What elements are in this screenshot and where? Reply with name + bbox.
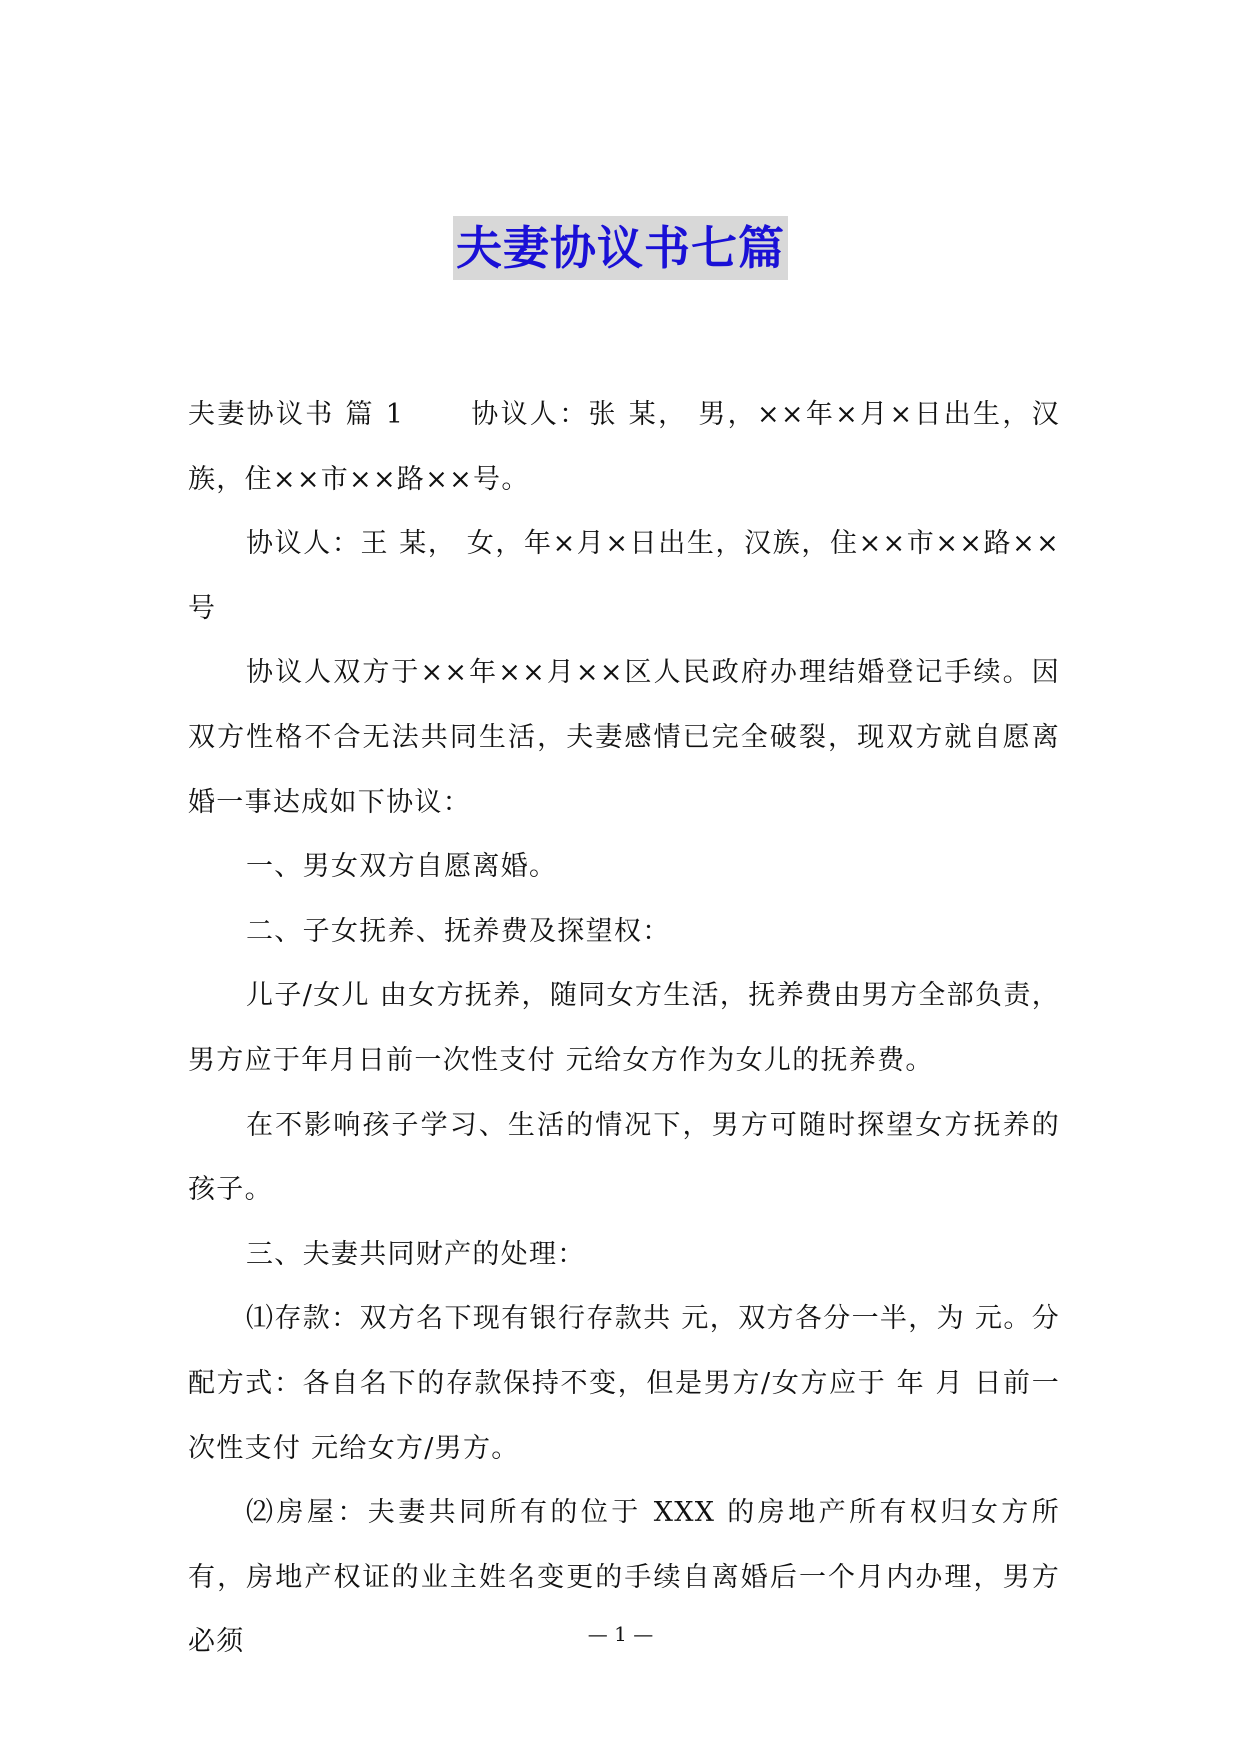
paragraph: 一、男女双方自愿离婚。 [246,851,558,883]
paragraph: ⑵房屋：夫妻共同所有的位于 XXX 的房地产所有权归女方所有，房地产权证的业主姓名变更的手续自离婚后一个月内办理，男方必须 [188,1497,1060,1658]
paragraph: 协议人：王 某， 女，年×月×日出生，汉族，住××市××路××号 [188,528,1060,624]
paragraph: 儿子/女儿 由女方抚养，随同女方生活，抚养费由男方全部负责，男方应于年月日前一次性支付 元给女方作为女儿的抚养费。 [188,980,1060,1076]
title-area [0,216,1241,280]
paragraph-opening [188,383,1060,512]
document-title: 夫妻协议书七篇 [453,216,788,280]
paragraph: 二、子女抚养、抚养费及探望权： [246,915,671,947]
paragraph-text: 协议人：张 某， 男，××年×月×日出生，汉族，住××市××路××号。 [188,399,1060,495]
document-body [188,383,1060,1675]
paragraph: 在不影响孩子学习、生活的情况下，男方可随时探望女方抚养的孩子。 [188,1109,1060,1206]
paragraph: 协议人双方于××年××月××区人民政府办理结婚登记手续。因双方性格不合无法共同生活，夫妻感情已完全破裂，现双方就自愿离婚一事达成如下协议： [188,657,1060,818]
paragraph: ⑴存款：双方名下现有银行存款共 元，双方各分一半，为 元。分配方式：各自名下的存款保持不变，但是男方/女方应于 年 月 日前一次性支付 元给女方/男方。 [188,1303,1060,1464]
section-heading: 夫妻协议书 篇 1 [188,399,405,430]
page-number: — 1 — [587,1622,654,1646]
paragraph: 三、夫妻共同财产的处理： [246,1238,586,1270]
